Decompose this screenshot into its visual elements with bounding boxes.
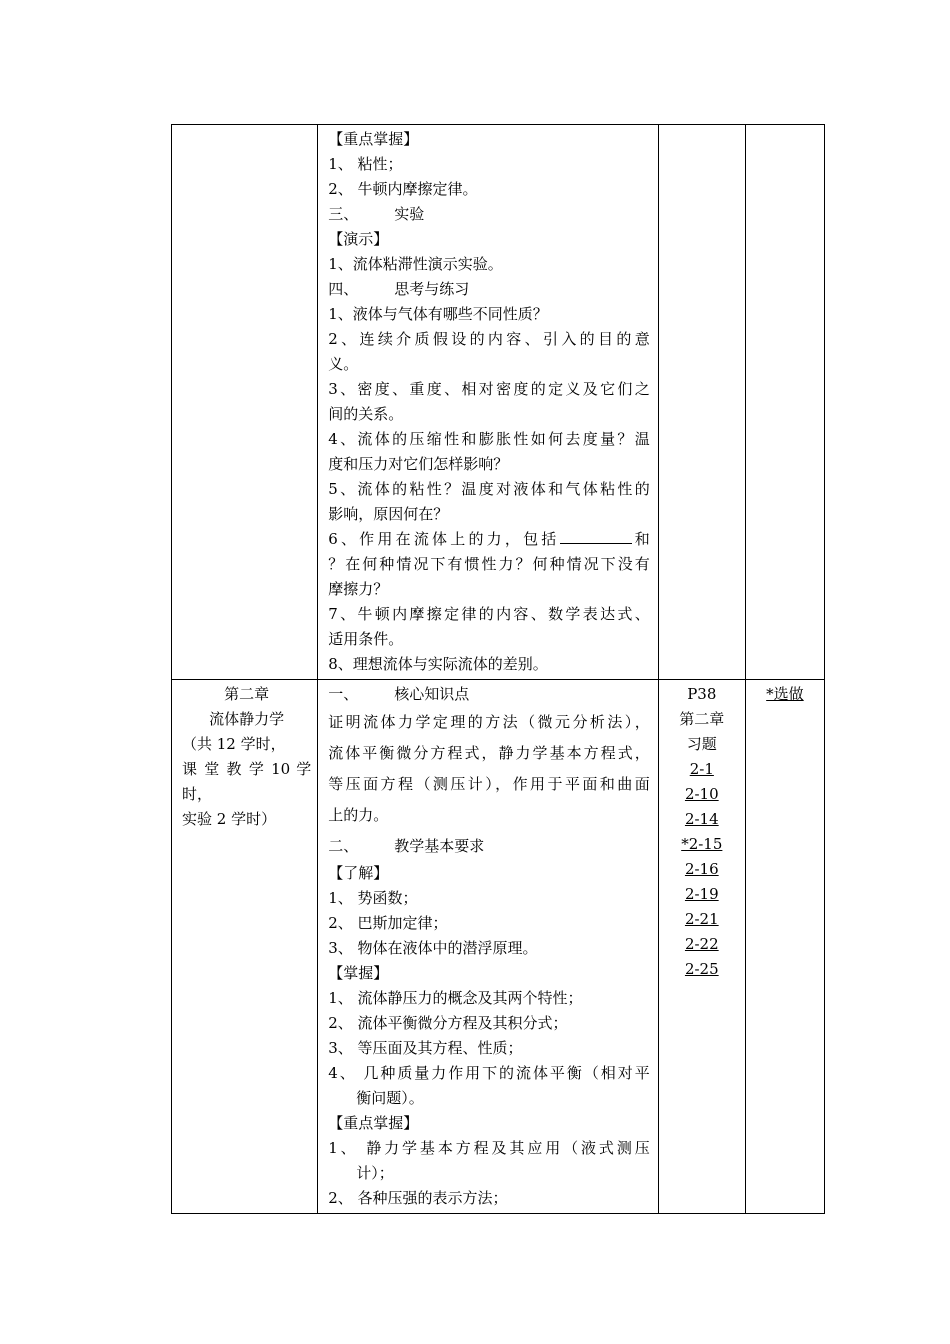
- content-line: ？在何种情况下有惯性力？何种情况下没有: [328, 555, 650, 573]
- content-line: 等压面方程（测压计），作用于平面和曲面: [328, 775, 650, 793]
- content-line: 计）；: [356, 1164, 394, 1182]
- section-number: 三、: [328, 205, 359, 223]
- content-line: 2、 牛顿内摩擦定律。: [328, 180, 478, 198]
- content-line: 1、 流体静压力的概念及其两个特性；: [328, 989, 583, 1007]
- content-line: 4、流体的压缩性和膨胀性如何去度量？温: [328, 430, 650, 448]
- chapter-line: 课 堂 教 学 10 学: [182, 760, 312, 778]
- section-heading: 二、 教学基本要求: [328, 837, 485, 855]
- chapter-line: 实验 2 学时）: [182, 810, 277, 828]
- content-lines: [318, 125, 658, 679]
- content-line: 1、液体与气体有哪些不同性质？: [328, 305, 548, 323]
- content-cell: [318, 680, 659, 1214]
- chapter-line: 第二章: [224, 685, 270, 703]
- exercise-item: 2-19: [684, 885, 719, 903]
- section-heading: 一、 核心知识点: [328, 685, 470, 703]
- content-line: 5、流体的粘性？温度对液体和气体粘性的: [328, 480, 650, 498]
- exercise-heading: 第二章: [679, 710, 725, 728]
- requirements-list: [328, 861, 650, 1211]
- content-line: 度和压力对它们怎样影响？: [328, 455, 509, 473]
- exercise-item: *2-15: [681, 835, 723, 853]
- content-line: 1、 粘性；: [328, 155, 403, 173]
- section-title: 思考与练习: [394, 280, 470, 298]
- content-line: 影响，原因何在？: [328, 505, 449, 523]
- content-line: 4、 几种质量力作用下的流体平衡（相对平: [328, 1064, 650, 1082]
- content-line: 2、 各种压强的表示方法；: [328, 1189, 508, 1207]
- content-line: 3、密度、重度、相对密度的定义及它们之: [328, 380, 650, 398]
- core-knowledge: [328, 707, 650, 831]
- table-row: [172, 680, 825, 1214]
- exercise-heading: P38: [687, 685, 717, 703]
- exercise-item: 2-10: [684, 785, 719, 803]
- content-line: 【重点掌握】: [328, 1114, 419, 1132]
- fill-blank: [560, 529, 632, 544]
- content-line: 1、 静力学基本方程及其应用（液式测压: [328, 1139, 650, 1157]
- content-line: 【重点掌握】: [328, 130, 419, 148]
- section-number: 四、: [328, 280, 359, 298]
- table-row: [172, 125, 825, 680]
- exercise-item: 2-25: [684, 960, 719, 978]
- content-line: 衡问题）。: [356, 1089, 424, 1107]
- exercise-cell: [658, 680, 745, 1214]
- content-line: 2、连续介质假设的内容、引入的目的意: [328, 330, 650, 348]
- content-line: [328, 527, 650, 552]
- content-line: 2、 流体平衡微分方程及其积分式；: [328, 1014, 568, 1032]
- syllabus-table: [171, 124, 825, 1214]
- exercise-item: 2-21: [684, 910, 719, 928]
- section-title: 实验: [394, 205, 425, 223]
- content-line: 义。: [328, 355, 359, 373]
- exercise-item: 2-14: [684, 810, 719, 828]
- content-line: 间的关系。: [328, 405, 404, 423]
- content-line: 1、 势函数；: [328, 889, 418, 907]
- content-line: 【了解】: [328, 864, 389, 882]
- chapter-cell: [172, 680, 318, 1214]
- exercise-item: 2-1: [689, 760, 714, 778]
- note-cell: [745, 680, 824, 1214]
- chapter-cell-empty: [172, 125, 318, 680]
- note-cell-empty: [745, 125, 824, 680]
- section-heading: [328, 202, 650, 227]
- content-line: 流体平衡微分方程式，静力学基本方程式，: [328, 744, 650, 762]
- optional-note: *选做: [766, 685, 804, 703]
- content-line: 3、 物体在液体中的潜浮原理。: [328, 939, 538, 957]
- content-line: 3、 等压面及其方程、性质；: [328, 1039, 523, 1057]
- content-line: 【掌握】: [328, 964, 389, 982]
- chapter-line: 时，: [182, 785, 213, 803]
- content-cell: [318, 125, 659, 680]
- chapter-line: 流体静力学: [209, 710, 285, 728]
- content-line: 2、 巴斯加定律；: [328, 914, 448, 932]
- content-line: 证明流体力学定理的方法（微元分析法），: [328, 713, 650, 731]
- line-text: 和: [631, 530, 650, 548]
- content-line: 摩擦力？: [328, 580, 389, 598]
- content-line: 8、理想流体与实际流体的差别。: [328, 655, 548, 673]
- content-line: 【演示】: [328, 230, 389, 248]
- content-line: 适用条件。: [328, 630, 404, 648]
- content-line: 上的力。: [328, 806, 389, 824]
- content-line: 1、流体粘滞性演示实验。: [328, 255, 503, 273]
- section-heading: [328, 277, 650, 302]
- exercise-heading: 习题: [686, 735, 717, 753]
- exercise-item: 2-22: [684, 935, 719, 953]
- exercise-cell-empty: [658, 125, 745, 680]
- chapter-info: [172, 680, 317, 834]
- content-lines: [318, 680, 658, 1213]
- line-text: 6、作用在流体上的力，包括: [328, 530, 560, 548]
- exercise-list: [659, 680, 745, 982]
- chapter-line: （共 12 学时，: [182, 735, 286, 753]
- content-line: 7、牛顿内摩擦定律的内容、数学表达式、: [328, 605, 650, 623]
- exercise-item: 2-16: [684, 860, 719, 878]
